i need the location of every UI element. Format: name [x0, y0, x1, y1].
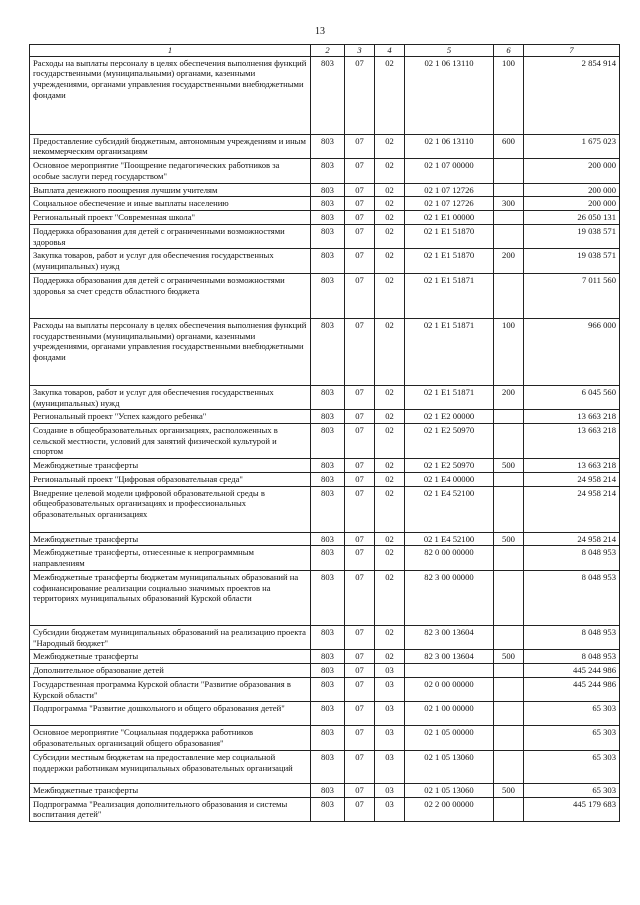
- amount-cell: 966 000: [524, 318, 620, 385]
- ministry-code-cell: 803: [311, 546, 345, 570]
- expense-type-cell: [494, 424, 524, 459]
- subsection-code-cell: 02: [375, 197, 405, 211]
- table-row: [30, 783, 620, 797]
- target-article-cell: 82 0 00 00000: [405, 546, 494, 570]
- target-article-cell: [405, 664, 494, 678]
- target-article-cell: 82 3 00 00000: [405, 570, 494, 625]
- table-row: [30, 650, 620, 664]
- subsection-code-cell: 02: [375, 273, 405, 318]
- subsection-code-cell: 02: [375, 570, 405, 625]
- ministry-code-cell: 803: [311, 650, 345, 664]
- subsection-code-cell: 02: [375, 318, 405, 385]
- ministry-code-cell: 803: [311, 249, 345, 273]
- target-article-cell: 82 3 00 13604: [405, 650, 494, 664]
- target-article-cell: 02 1 E4 52100: [405, 532, 494, 546]
- section-code-cell: 07: [345, 249, 375, 273]
- ministry-code-cell: 803: [311, 797, 345, 821]
- column-header: 7: [524, 45, 620, 57]
- amount-cell: 1 675 023: [524, 134, 620, 158]
- target-article-cell: 02 1 05 13060: [405, 783, 494, 797]
- ministry-code-cell: 803: [311, 783, 345, 797]
- amount-cell: 8 048 953: [524, 650, 620, 664]
- row-name-cell: Расходы на выплаты персоналу в целях обеспечения выполнения функций государственными (муниципальными) органами, казенными учреждениями, органами управления государственными внебюджетными фондами: [30, 318, 311, 385]
- section-code-cell: 07: [345, 486, 375, 532]
- row-name-cell: Предоставление субсидий бюджетным, автономным учреждениям и иным некоммерческим организациям: [30, 134, 311, 158]
- target-article-cell: 02 1 E2 50970: [405, 424, 494, 459]
- subsection-code-cell: 02: [375, 650, 405, 664]
- row-name-cell: Закупка товаров, работ и услуг для обеспечения государственных (муниципальных) нужд: [30, 249, 311, 273]
- amount-cell: 200 000: [524, 197, 620, 211]
- amount-cell: 19 038 571: [524, 224, 620, 248]
- row-name-cell: Основное мероприятие "Поощрение педагогических работников за особые заслуги перед государством": [30, 159, 311, 183]
- row-name-cell: Внедрение целевой модели цифровой образовательной среды в общеобразовательных организациях и профессиональных образовательных организациях: [30, 486, 311, 532]
- expense-type-cell: 200: [494, 249, 524, 273]
- expense-type-cell: 600: [494, 134, 524, 158]
- ministry-code-cell: 803: [311, 211, 345, 225]
- section-code-cell: 07: [345, 677, 375, 701]
- expense-type-cell: [494, 702, 524, 726]
- section-code-cell: 07: [345, 726, 375, 750]
- section-code-cell: 07: [345, 318, 375, 385]
- expense-type-cell: [494, 410, 524, 424]
- target-article-cell: 02 1 E1 00000: [405, 211, 494, 225]
- ministry-code-cell: 803: [311, 197, 345, 211]
- section-code-cell: 07: [345, 783, 375, 797]
- table-row: [30, 664, 620, 678]
- expense-type-cell: 300: [494, 197, 524, 211]
- target-article-cell: 02 0 00 00000: [405, 677, 494, 701]
- subsection-code-cell: 02: [375, 459, 405, 473]
- expense-type-cell: [494, 183, 524, 197]
- expense-type-cell: 500: [494, 650, 524, 664]
- row-name-cell: Межбюджетные трансферты: [30, 783, 311, 797]
- expense-type-cell: [494, 211, 524, 225]
- page-number: 13: [315, 26, 325, 37]
- table-row: [30, 625, 620, 649]
- ministry-code-cell: 803: [311, 532, 345, 546]
- expense-type-cell: 500: [494, 459, 524, 473]
- ministry-code-cell: 803: [311, 664, 345, 678]
- expense-type-cell: [494, 570, 524, 625]
- ministry-code-cell: 803: [311, 459, 345, 473]
- column-header: 6: [494, 45, 524, 57]
- table-row: [30, 702, 620, 726]
- table-row: [30, 385, 620, 409]
- amount-cell: 13 663 218: [524, 459, 620, 473]
- table-row: [30, 677, 620, 701]
- column-header: 5: [405, 45, 494, 57]
- section-code-cell: 07: [345, 664, 375, 678]
- amount-cell: 2 854 914: [524, 56, 620, 134]
- ministry-code-cell: 803: [311, 134, 345, 158]
- table-row: [30, 472, 620, 486]
- target-article-cell: 02 1 E2 50970: [405, 459, 494, 473]
- target-article-cell: 02 1 E1 51870: [405, 224, 494, 248]
- target-article-cell: 02 1 E1 51870: [405, 249, 494, 273]
- ministry-code-cell: 803: [311, 570, 345, 625]
- expense-type-cell: 100: [494, 318, 524, 385]
- ministry-code-cell: 803: [311, 750, 345, 783]
- ministry-code-cell: 803: [311, 677, 345, 701]
- target-article-cell: 02 1 07 12726: [405, 197, 494, 211]
- amount-cell: 6 045 560: [524, 385, 620, 409]
- amount-cell: 65 303: [524, 750, 620, 783]
- expense-type-cell: [494, 750, 524, 783]
- column-header: 1: [30, 45, 311, 57]
- ministry-code-cell: 803: [311, 410, 345, 424]
- amount-cell: 8 048 953: [524, 546, 620, 570]
- row-name-cell: Региональный проект "Современная школа": [30, 211, 311, 225]
- section-code-cell: 07: [345, 224, 375, 248]
- ministry-code-cell: 803: [311, 318, 345, 385]
- row-name-cell: Создание в общеобразовательных организациях, расположенных в сельской местности, условий для занятий физической культурой и спортом: [30, 424, 311, 459]
- section-code-cell: 07: [345, 273, 375, 318]
- amount-cell: 13 663 218: [524, 424, 620, 459]
- subsection-code-cell: 02: [375, 532, 405, 546]
- row-name-cell: Дополнительное образование детей: [30, 664, 311, 678]
- target-article-cell: 02 1 05 00000: [405, 726, 494, 750]
- expense-type-cell: [494, 677, 524, 701]
- target-article-cell: 02 1 E1 51871: [405, 273, 494, 318]
- amount-cell: 65 303: [524, 783, 620, 797]
- ministry-code-cell: 803: [311, 702, 345, 726]
- target-article-cell: 02 1 07 00000: [405, 159, 494, 183]
- table-row: [30, 273, 620, 318]
- subsection-code-cell: 03: [375, 750, 405, 783]
- subsection-code-cell: 02: [375, 410, 405, 424]
- subsection-code-cell: 03: [375, 702, 405, 726]
- table-row: [30, 134, 620, 158]
- ministry-code-cell: 803: [311, 159, 345, 183]
- expense-type-cell: [494, 486, 524, 532]
- subsection-code-cell: 02: [375, 625, 405, 649]
- section-code-cell: 07: [345, 183, 375, 197]
- subsection-code-cell: 03: [375, 664, 405, 678]
- row-name-cell: Основное мероприятие "Социальная поддержка работников образовательных организаций общего образования": [30, 726, 311, 750]
- amount-cell: 24 958 214: [524, 486, 620, 532]
- column-header: 2: [311, 45, 345, 57]
- row-name-cell: Выплата денежного поощрения лучшим учителям: [30, 183, 311, 197]
- expense-type-cell: 500: [494, 783, 524, 797]
- subsection-code-cell: 02: [375, 486, 405, 532]
- amount-cell: 445 244 986: [524, 664, 620, 678]
- subsection-code-cell: 02: [375, 385, 405, 409]
- table-row: [30, 424, 620, 459]
- amount-cell: 24 958 214: [524, 532, 620, 546]
- table-row: [30, 459, 620, 473]
- section-code-cell: 07: [345, 546, 375, 570]
- row-name-cell: Межбюджетные трансферты, отнесенные к непрограммным направлениям: [30, 546, 311, 570]
- expense-type-cell: [494, 472, 524, 486]
- table-row: [30, 570, 620, 625]
- table-row: [30, 797, 620, 821]
- target-article-cell: 02 1 06 13110: [405, 56, 494, 134]
- section-code-cell: 07: [345, 472, 375, 486]
- ministry-code-cell: 803: [311, 472, 345, 486]
- row-name-cell: Поддержка образования для детей с ограниченными возможностями здоровья за счет средств областного бюджета: [30, 273, 311, 318]
- expense-type-cell: 500: [494, 532, 524, 546]
- column-header: 4: [375, 45, 405, 57]
- table-row: [30, 183, 620, 197]
- target-article-cell: 02 1 05 13060: [405, 750, 494, 783]
- subsection-code-cell: 02: [375, 249, 405, 273]
- section-code-cell: 07: [345, 159, 375, 183]
- budget-table: [29, 44, 620, 822]
- section-code-cell: 07: [345, 459, 375, 473]
- header-row: [30, 45, 620, 57]
- expense-type-cell: [494, 726, 524, 750]
- table-row: [30, 211, 620, 225]
- subsection-code-cell: 02: [375, 424, 405, 459]
- ministry-code-cell: 803: [311, 56, 345, 134]
- target-article-cell: 02 1 E1 51871: [405, 318, 494, 385]
- row-name-cell: Субсидии местным бюджетам на предоставление мер социальной поддержки работникам муниципальных образовательных организаций: [30, 750, 311, 783]
- expense-type-cell: 200: [494, 385, 524, 409]
- row-name-cell: Субсидии бюджетам муниципальных образований на реализацию проекта "Народный бюджет": [30, 625, 311, 649]
- subsection-code-cell: 02: [375, 211, 405, 225]
- row-name-cell: Поддержка образования для детей с ограниченными возможностями здоровья: [30, 224, 311, 248]
- table-row: [30, 56, 620, 134]
- table-row: [30, 249, 620, 273]
- expense-type-cell: [494, 625, 524, 649]
- expense-type-cell: [494, 273, 524, 318]
- subsection-code-cell: 03: [375, 677, 405, 701]
- expense-type-cell: [494, 224, 524, 248]
- row-name-cell: Региональный проект "Цифровая образовательная среда": [30, 472, 311, 486]
- ministry-code-cell: 803: [311, 183, 345, 197]
- subsection-code-cell: 02: [375, 546, 405, 570]
- target-article-cell: 02 1 07 12726: [405, 183, 494, 197]
- ministry-code-cell: 803: [311, 273, 345, 318]
- row-name-cell: Межбюджетные трансферты: [30, 532, 311, 546]
- amount-cell: 65 303: [524, 702, 620, 726]
- row-name-cell: Закупка товаров, работ и услуг для обеспечения государственных (муниципальных) нужд: [30, 385, 311, 409]
- ministry-code-cell: 803: [311, 486, 345, 532]
- section-code-cell: 07: [345, 424, 375, 459]
- amount-cell: 200 000: [524, 159, 620, 183]
- row-name-cell: Социальное обеспечение и иные выплаты населению: [30, 197, 311, 211]
- table-row: [30, 546, 620, 570]
- section-code-cell: 07: [345, 197, 375, 211]
- row-name-cell: Подпрограмма "Реализация дополнительного образования и системы воспитания детей": [30, 797, 311, 821]
- section-code-cell: 07: [345, 797, 375, 821]
- row-name-cell: Подпрограмма "Развитие дошкольного и общего образования детей": [30, 702, 311, 726]
- target-article-cell: 82 3 00 13604: [405, 625, 494, 649]
- table-row: [30, 197, 620, 211]
- target-article-cell: 02 1 E4 52100: [405, 486, 494, 532]
- amount-cell: 19 038 571: [524, 249, 620, 273]
- section-code-cell: 07: [345, 410, 375, 424]
- expense-type-cell: [494, 797, 524, 821]
- amount-cell: 26 050 131: [524, 211, 620, 225]
- target-article-cell: 02 1 E1 51871: [405, 385, 494, 409]
- row-name-cell: Региональный проект "Успех каждого ребенка": [30, 410, 311, 424]
- amount-cell: 65 303: [524, 726, 620, 750]
- target-article-cell: 02 1 E4 00000: [405, 472, 494, 486]
- table-row: [30, 159, 620, 183]
- table-row: [30, 224, 620, 248]
- section-code-cell: 07: [345, 750, 375, 783]
- subsection-code-cell: 03: [375, 726, 405, 750]
- section-code-cell: 07: [345, 385, 375, 409]
- ministry-code-cell: 803: [311, 625, 345, 649]
- target-article-cell: 02 1 00 00000: [405, 702, 494, 726]
- amount-cell: 7 011 560: [524, 273, 620, 318]
- section-code-cell: 07: [345, 134, 375, 158]
- subsection-code-cell: 02: [375, 134, 405, 158]
- row-name-cell: Межбюджетные трансферты: [30, 650, 311, 664]
- section-code-cell: 07: [345, 650, 375, 664]
- table-row: [30, 750, 620, 783]
- section-code-cell: 07: [345, 211, 375, 225]
- subsection-code-cell: 02: [375, 56, 405, 134]
- expense-type-cell: 100: [494, 56, 524, 134]
- subsection-code-cell: 02: [375, 224, 405, 248]
- amount-cell: 8 048 953: [524, 625, 620, 649]
- subsection-code-cell: 02: [375, 183, 405, 197]
- section-code-cell: 07: [345, 625, 375, 649]
- amount-cell: 445 179 683: [524, 797, 620, 821]
- ministry-code-cell: 803: [311, 424, 345, 459]
- table-row: [30, 486, 620, 532]
- amount-cell: 445 244 986: [524, 677, 620, 701]
- amount-cell: 8 048 953: [524, 570, 620, 625]
- expense-type-cell: [494, 664, 524, 678]
- table-row: [30, 532, 620, 546]
- amount-cell: 200 000: [524, 183, 620, 197]
- target-article-cell: 02 1 06 13110: [405, 134, 494, 158]
- section-code-cell: 07: [345, 702, 375, 726]
- column-header: 3: [345, 45, 375, 57]
- subsection-code-cell: 03: [375, 797, 405, 821]
- table-row: [30, 318, 620, 385]
- table-row: [30, 726, 620, 750]
- section-code-cell: 07: [345, 570, 375, 625]
- ministry-code-cell: 803: [311, 726, 345, 750]
- expense-type-cell: [494, 546, 524, 570]
- table-row: [30, 410, 620, 424]
- amount-cell: 13 663 218: [524, 410, 620, 424]
- subsection-code-cell: 02: [375, 159, 405, 183]
- subsection-code-cell: 03: [375, 783, 405, 797]
- section-code-cell: 07: [345, 56, 375, 134]
- target-article-cell: 02 2 00 00000: [405, 797, 494, 821]
- row-name-cell: Расходы на выплаты персоналу в целях обеспечения выполнения функций государственными (муниципальными) органами, казенными учреждениями, органами управления государственными внебюджетными фондами: [30, 56, 311, 134]
- row-name-cell: Межбюджетные трансферты: [30, 459, 311, 473]
- target-article-cell: 02 1 E2 00000: [405, 410, 494, 424]
- row-name-cell: Межбюджетные трансферты бюджетам муниципальных образований на софинансирование реализации социально значимых проектов на территориях муниципальных образований Курской области: [30, 570, 311, 625]
- ministry-code-cell: 803: [311, 224, 345, 248]
- ministry-code-cell: 803: [311, 385, 345, 409]
- subsection-code-cell: 02: [375, 472, 405, 486]
- section-code-cell: 07: [345, 532, 375, 546]
- row-name-cell: Государственная программа Курской области "Развитие образования в Курской области": [30, 677, 311, 701]
- expense-type-cell: [494, 159, 524, 183]
- amount-cell: 24 958 214: [524, 472, 620, 486]
